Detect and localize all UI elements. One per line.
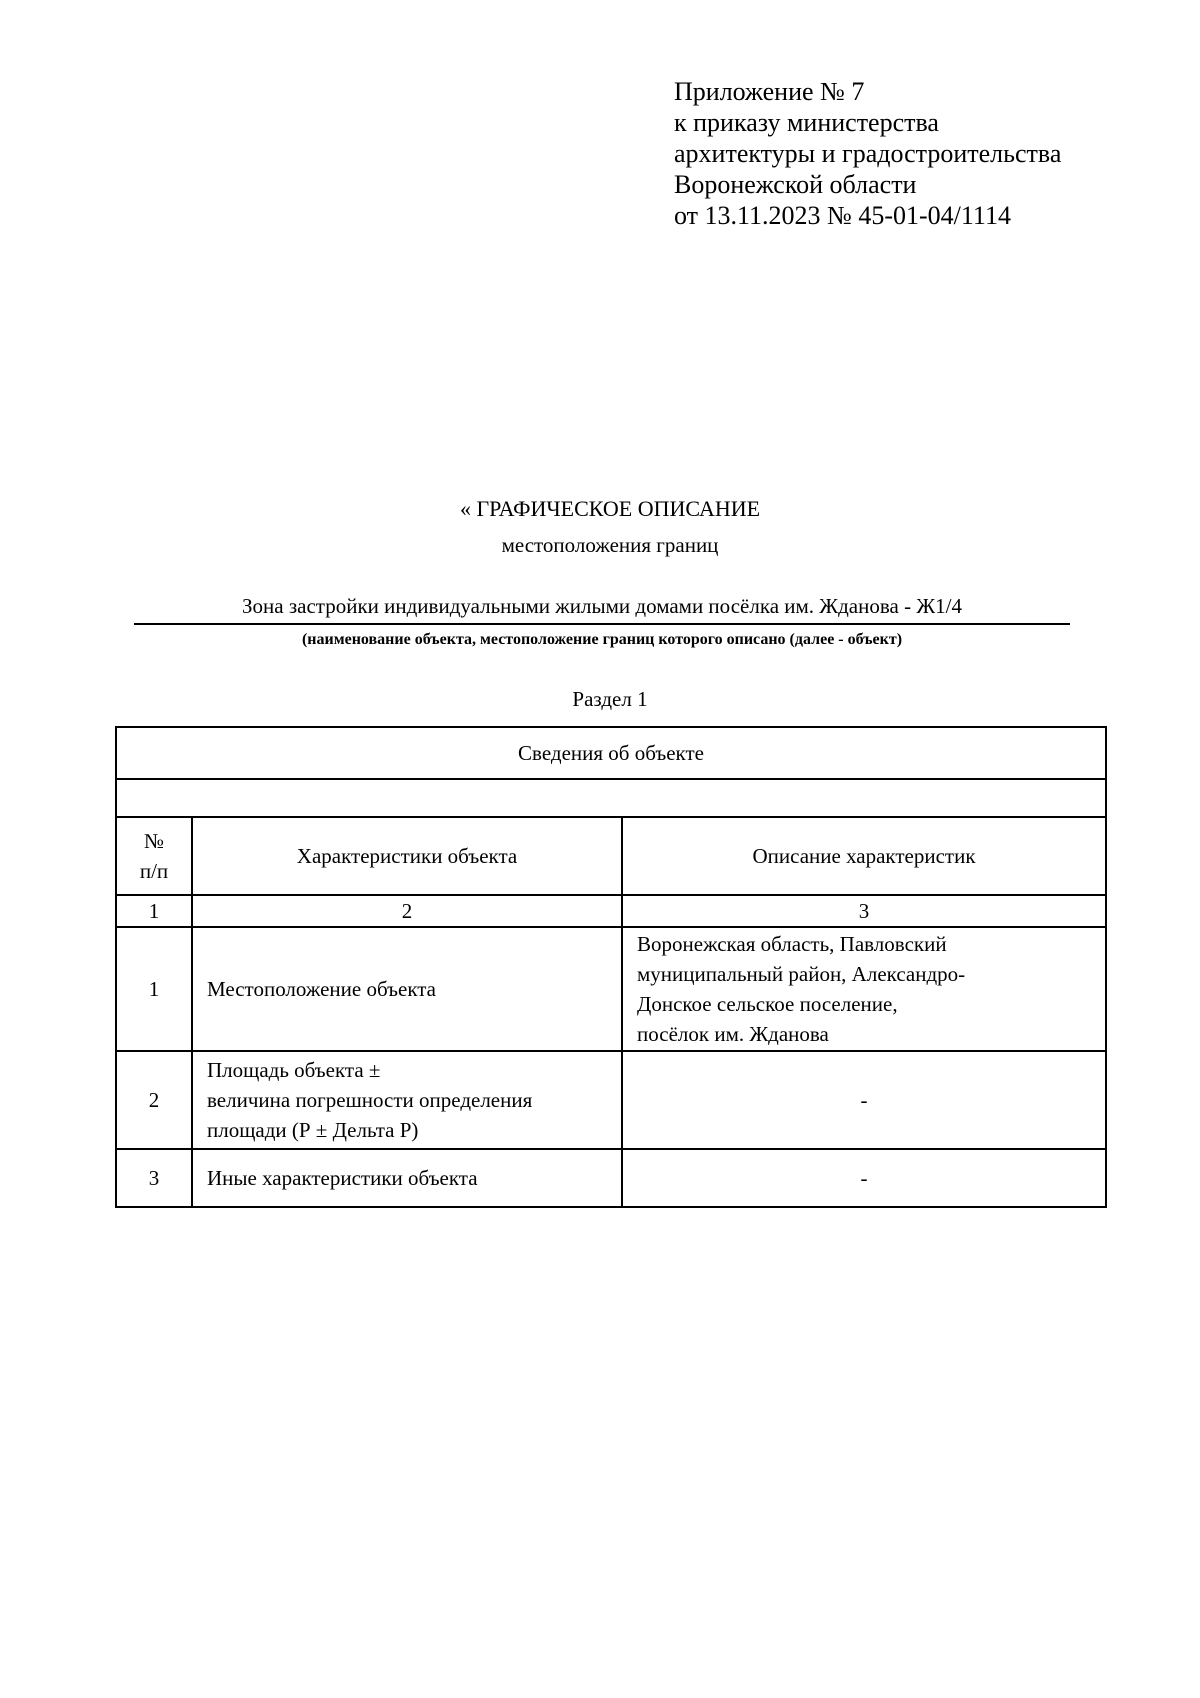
column-number: 2	[192, 895, 622, 927]
column-number: 1	[116, 895, 192, 927]
object-info-table	[115, 726, 1107, 1208]
characteristic-line: Площадь объекта ±	[207, 1058, 381, 1082]
appendix-block	[674, 76, 1061, 231]
column-header-number-line: №	[143, 829, 165, 853]
object-name-caption: (наименование объекта, местоположение границ которого описано (далее - объект)	[301, 631, 903, 648]
row-number: 2	[116, 1051, 192, 1149]
characteristic-line: площади (Р ± Дельта Р)	[207, 1118, 419, 1142]
column-numbers-row	[116, 895, 1106, 927]
row-characteristic	[192, 927, 622, 1051]
appendix-line: от 13.11.2023 № 45-01-04/1114	[674, 201, 1011, 230]
appendix-line: к приказу министерства	[674, 108, 939, 137]
table-header: Сведения об объекте	[116, 727, 1106, 779]
table-row	[116, 927, 1106, 1051]
table-row	[116, 1051, 1106, 1149]
description-line: -	[860, 1166, 868, 1190]
column-headers-row	[116, 817, 1106, 895]
column-number: 3	[622, 895, 1106, 927]
description-line: посёлок им. Жданова	[637, 1022, 829, 1046]
row-characteristic	[192, 1051, 622, 1149]
description-line: Воронежская область, Павловский	[637, 932, 947, 956]
table-empty-row	[116, 779, 1106, 817]
characteristic-line: Местоположение объекта	[207, 977, 437, 1001]
table-row	[116, 1149, 1106, 1207]
row-number: 1	[116, 927, 192, 1051]
description-line: -	[860, 1088, 868, 1112]
document-title: « ГРАФИЧЕСКОЕ ОПИСАНИЕ	[459, 496, 761, 521]
row-description	[622, 927, 1106, 1051]
table-header-row	[116, 727, 1106, 779]
empty-cell	[116, 779, 1106, 817]
description-line: Донское сельское поселение,	[637, 992, 898, 1016]
characteristic-line: Иные характеристики объекта	[207, 1166, 478, 1190]
characteristic-line: величина погрешности определения	[207, 1088, 533, 1112]
row-description	[622, 1149, 1106, 1207]
column-header-description: Описание характеристик	[622, 817, 1106, 895]
appendix-line: Приложение № 7	[674, 77, 865, 106]
object-name: Зона застройки индивидуальными жилыми домами посёлка им. Жданова - Ж1/4	[134, 594, 1070, 625]
description-line: муниципальный район, Александро-	[637, 962, 966, 986]
section-label: Раздел 1	[572, 687, 648, 711]
row-number: 3	[116, 1149, 192, 1207]
row-characteristic	[192, 1149, 622, 1207]
row-description	[622, 1051, 1106, 1149]
appendix-line: архитектуры и градостроительства	[674, 139, 1062, 168]
document-subtitle: местоположения границ	[501, 533, 719, 557]
column-header-number	[116, 817, 192, 895]
appendix-line: Воронежской области	[674, 170, 917, 199]
column-header-characteristic: Характеристики объекта	[192, 817, 622, 895]
column-header-number-line: п/п	[139, 859, 169, 883]
